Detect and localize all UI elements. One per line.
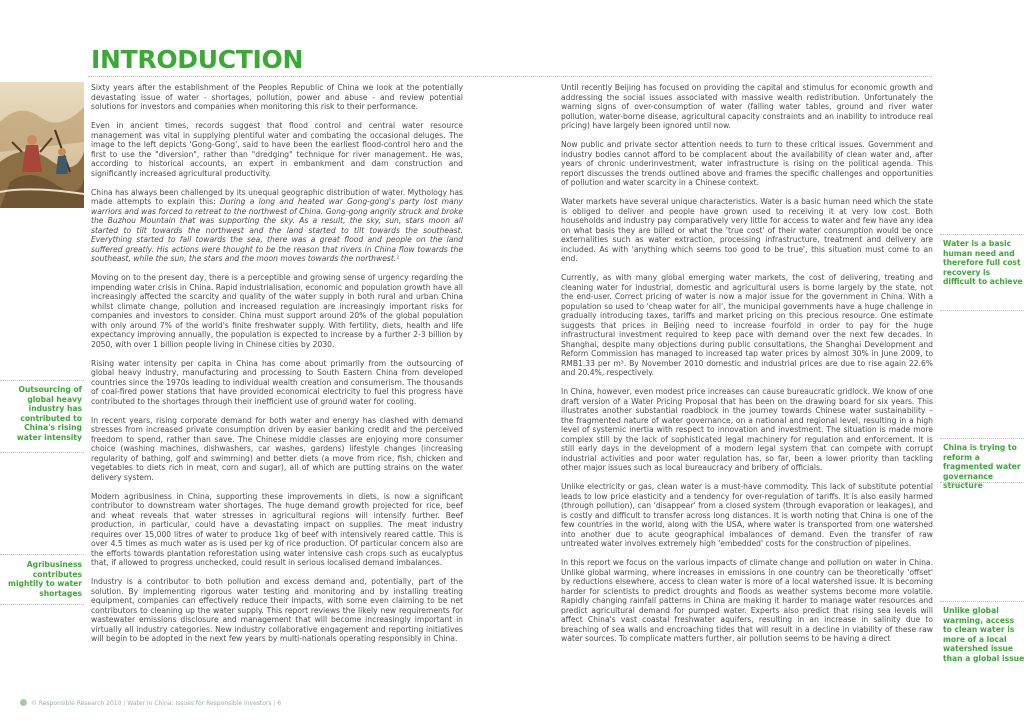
sidenote-divider — [940, 601, 1024, 602]
paragraph: Water markets have several unique characteristics. Water is a basic human need which the state is obliged to deliver and people have grown used to receiving it at very low cost. Both households and industry pay comparatively very little for access to water and few have any idea on what basis they are billed or what the 'true cost' of their water consumption would be once externalities such as water extraction, processing infrastructure, treatment and delivery are included. As with 'anything which seems too good to be true', this situation must come to an end. — [561, 197, 933, 263]
sidenote-divider — [940, 482, 1024, 483]
paragraph: Modern agribusiness in China, supporting these improvements in diets, is now a significant contributor to downstream water shortages. The huge demand growth projected for rice, beef and wheat reveals that water stresses in agricultural regions will intensify further. Beef production, in particular, could have a devastating impact on supplies. The meat industry requires over 15,000 litres of water to produce 1kg of beef with intensively reared cattle. This is over 4.5 times as much water as is used per kg of rice production. Of particular concern also are the efforts towards plantation reforestation using water intensive cash crops such as eucalyptus that, if allowed to progress unchecked, could result in serious localised demand imbalances. — [91, 491, 463, 567]
paragraph: In this report we focus on the various impacts of climate change and pollution on water in China. Unlike global warming, where increases in emissions in one country can be theoretically 'offset' by reductions elsewhere, access to clean water is more of a local watershed issue. It is becoming harder for scientists to predict droughts and floods as weather systems become more volatile. Rapidly changing rainfall patterns in China are making it harder to manage water resources and predict agricultural demand for pumped water. Experts also predict that rising sea levels will affect China's vast coastal freshwater aquifers, resulting in an increase in salinity due to breaching of sea walls and encroaching tides that will result in a decline in viability of these raw water sources. To complicate matters further, air pollution seems to be having a direct — [561, 558, 933, 643]
sidenote-agribusiness: Agribusiness contributes mightily to water shortages — [8, 560, 82, 598]
gong-gong-illustration — [0, 82, 84, 208]
mythology-quote: During a long and heated war Gong-gong's party lost many warriors and was forced to retreat to the northwest of China. Gong-gong angrily struck and broke the Buzhou Mountain that was supporting the sky. As a result, the sky, sun, stars moon all started to tilt towards the northwest and the land started to tilt towards the southeast. Everything started to fall towards the sea, there was a great flood and people on the land suffered greatly. His actions were thought to be the reason that rivers in China flow towards the southeast, while the sun, the stars and the moon moves towards the northwest.¹ — [91, 197, 463, 263]
paragraph-intro: China has always been challenged by its unequal geographic distribution of water. Mythology has made attempts to explain this: — [91, 187, 463, 206]
sidenote-divider — [0, 452, 84, 453]
paragraph: In recent years, rising corporate demand for both water and energy has clashed with demand stresses from increased private consumption driven by easier banking credit and the perceived freedom to spend, rather than save. The Chinese middle classes are enjoying more consumer choice (washing machines, dishwashers, car washes, gardens) lifestyle changes (increasing regularity of bathing, golf and swimming) and better diets (a move from rice, fish, chicken and vegetables to diets rich in meat, corn and sugar), all of which are putting strains on the water delivery system. — [91, 415, 463, 482]
sidenote-divider — [0, 554, 84, 555]
footer-separator: | — [123, 700, 126, 707]
paragraph: Even in ancient times, records suggest that flood control and central water resource management was vital in supplying plentiful water and combating the occasional deluges. The image to the left depicts 'Gong-Gong', said to have been the earliest flood-control hero and the first to use the "diversion", rather than "dredging" technique for river management. He was, according to historical accounts, an expert in embankment and dam construction and significantly increased agricultural productivity. — [91, 121, 463, 178]
sidenote-governance: China is trying to reform a fragmented water governance structure — [943, 443, 1021, 490]
paragraph: Sixty years after the establishment of the Peoples Republic of China we look at the potentially devastating issue of water - shortages, pollution, power and abuse - and review potential solutions for investors and companies when monitoring this risk to their performance. — [91, 83, 463, 111]
paragraph: In China, however, even modest price increases can cause bureaucratic gridlock. We know of one draft version of a Water Pricing Proposal that has been on the drawing board for six years. This illustrates another substantial roadblock in the journey towards Chinese water sustainability – the fragmented nature of water governance, on a national and regional level, resulting in a high level of systemic inertia with respect to innovation and investment. The situation is made more complex still by the lack of sophisticated legal machinery for regulation and enforcement. It is still early days in the development of a modern legal system that can compete with corrupt industrial activities and poor water regulation has, so far, been a lower priority than tackling other major issues such as local bureaucracy and bribery of officials. — [561, 387, 933, 472]
sidenote-divider — [940, 234, 1024, 235]
footer-title: Water in China: Issues for Responsible Investors — [127, 700, 272, 707]
paragraph: Until recently Beijing has focused on providing the capital and stimulus for economic growth and addressing the social issues associated with massive wealth redistribution. Unfortunately the warning signs of over-consumption of water (falling water tables, ground and river water pollution, water-borne disease, agricultural capacity constraints and an inability to introduce real pricing) have largely been ignored until now. — [561, 83, 933, 130]
sidenote-outsourcing: Outsourcing of global heavy industry has contributed to China's rising water intensity — [16, 385, 82, 442]
sidenote-warming: Unlike global warming, access to clean water is more of a local watershed issue than a global issue — [943, 606, 1024, 663]
title-divider — [88, 76, 932, 77]
page-footer — [20, 699, 281, 707]
sidenote-basic-need: Water is a basic human need and therefore full cost recovery is difficult to achieve — [943, 239, 1023, 286]
paragraph: Now public and private sector attention needs to turn to these critical issues. Government and industry bodies cannot afford to be complacent about the availability of clean water and, after years of chronic underinvestment, water infrastructure is rising on the political agenda. This report discusses the trends outlined above and frames the specific challenges and opportunities of pollution and water scarcity in a Chinese context. — [561, 140, 933, 187]
paragraph: Rising water intensity per capita in China has come about primarily from the outsourcing of global heavy industry, manufacturing and processing to South Eastern China from developed countries since the 1970s leading to individual wealth creation and consumerism. The thousands of coal-fired power stations that have provided economical electricity to fuel this progress have contributed to the shortages through their inefficient use of ground water for cooling. — [91, 358, 463, 406]
logo-icon — [20, 699, 27, 706]
paragraph: Moving on to the present day, there is a perceptible and growing sense of urgency regarding the impending water crisis in China. Rapid industrialisation, economic and population growth have all increasingly affected the scarcity and quality of the water supply in both rural and urban China whilst climate change, pollution and increased regulation are increasingly important risks for companies and investors to consider. China must support around 20% of the global population with only around 7% of the world's finite freshwater supply. With fertility, diets, health and life expectancy improving annually, the population is expected to increase by a further 2-3 billion by 2050, with over 1 billion people living in Chinese cities by 2030. — [91, 273, 463, 349]
footer-separator: | — [273, 700, 276, 707]
sidenote-divider — [940, 310, 1024, 311]
sidenote-divider — [940, 438, 1024, 439]
sidenote-divider — [0, 380, 84, 381]
body-column-left — [91, 83, 463, 653]
paragraph: Currently, as with many global emerging water markets, the cost of delivering, treating and cleaning water for industrial, domestic and agricultural users is borne largely by the state, not the end-user. Correct pricing of water is now a major issue for the government in China. With a population so used to 'cheap water for all', the municipal governments have a huge challenge in gradually introducing taxes, tariffs and market pricing on this precious resource. One estimate suggests that prices in Beijing need to increase fourfold in order to pay for the huge infrastructural investment required to keep pace with demand over the next few decades. In Shanghai, despite many objections during public consultations, the Shanghai Development and Reform Commission has managed to increased tap water prices by almost 30% in June 2009, to RMB1.33 per m³. By November 2010 domestic and industrial prices are due to rise again 22.6% and 20.4%, respectively. — [561, 273, 933, 377]
body-column-right — [561, 83, 933, 653]
paragraph — [91, 188, 463, 264]
page-number: 6 — [277, 700, 282, 707]
page-title: INTRODUCTION — [91, 45, 304, 74]
sidenote-divider — [0, 604, 84, 605]
paragraph: Unlike electricity or gas, clean water is a must-have commodity. This lack of substitute potential leads to low price elasticity and a tendency for over-regulation of tariffs. It is also easily harmed (through pollution), can 'disappear' from a closed system (through evaporation or leakages), and is costly and difficult to transfer across long distances. It is worth noting that China is one of the few countries in the world, along with the USA, where water is transported from one watershed into another due to acute geographical imbalances of demand. Even the transfer of raw untreated water involves extremely high 'embedded' costs for the construction of pipelines. — [561, 482, 933, 548]
paragraph: Industry is a contributor to both pollution and excess demand and, potentially, part of the solution. By implementing rigorous water testing and monitoring and by installing treating equipment, companies can effectively reduce their impacts, with some even claiming to be net contributors to cleaning up the water supply. This report reviews the likely new requirements for wastewater emissions disclosure and management that will become increasingly important in virtually all industry categories. New industry collaborative engagement and reporting initiatives will begin to be adopted in the next few years by multi-nationals operating responsibly in China. — [91, 577, 463, 643]
footer-copyright: © Responsible Research 2010 — [30, 700, 122, 707]
